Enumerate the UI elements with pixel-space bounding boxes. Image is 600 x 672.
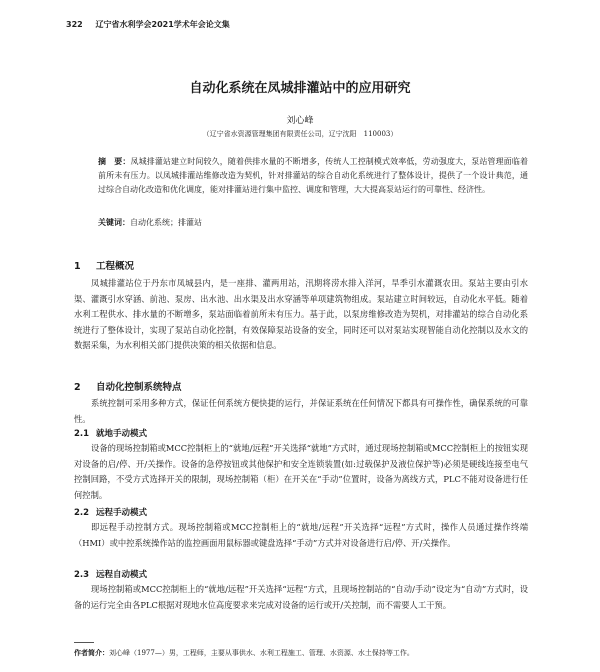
subsection-heading: [74, 506, 147, 518]
abstract: [98, 155, 528, 197]
section-title: 工程概况: [96, 261, 135, 272]
subsection-heading: [74, 568, 147, 580]
subsection-title: 远程自动模式: [96, 570, 148, 580]
paper-title: 自动化系统在凤城排灌站中的应用研究: [189, 81, 411, 96]
footnote-text: 刘心峰（1977—）男，工程师，主要从事供水、水利工程施工、管理、水资源、水土保持等工作。: [109, 649, 414, 657]
subsection-number: 2.1: [74, 429, 90, 439]
section-paragraph: 系统控制可采用多种方式，保证任何系统方便快捷的运行，并保证系统在任何情况下都具有可操作性，确保系统的可靠性。: [74, 398, 528, 424]
author-affiliation: （辽宁省水资源管理集团有限责任公司，辽宁沈阳 110003）: [202, 130, 398, 138]
subsection-title: 就地手动模式: [96, 429, 148, 439]
subsection-heading: [74, 427, 147, 439]
section-number: 1: [74, 261, 81, 272]
section-number: 2: [74, 382, 81, 393]
author-footnote: [74, 648, 414, 658]
subsection-number: 2.2: [74, 508, 90, 518]
section-heading: [74, 379, 182, 393]
subsection-number: 2.3: [74, 570, 90, 580]
author-name: 刘心峰: [286, 116, 314, 126]
keywords-label: 关键词：: [98, 218, 130, 227]
abstract-text: 凤城排灌站建立时间较久，随着供排水量的不断增多，传统人工控制模式效率低，劳动强度大，泵站管理面临着前所未有压力。以凤城排灌站维修改造为契机，针对排灌站的综合自动化系统进行了整体设计，提供了一个设计典范，通过综合自动化改造和优化调度，能对排灌站进行集中监控、调度和管理，大大提高泵站运行的可靠性、经济性。: [98, 157, 529, 194]
page-number: 322: [66, 20, 83, 29]
footnote-divider: [74, 642, 94, 643]
subsection-title: 远程手动模式: [96, 508, 148, 518]
subsection-paragraph: 设备的现场控制箱或MCC控制柜上的“就地/远程”开关选择“就地”方式时，通过现场控制箱或MCC控制柜上的按钮实现对设备的启/停、开/关操作。设备的急停按钮或其他保护和安全连锁装置(如:过载保护及液位保护等)必须是硬线连接至电气控制回路，不受方式选择开关的限制，现场控制箱（柜）在开关在“手动”位置时，设备为离线方式，PLC不能对设备进行任何控制。: [74, 443, 528, 500]
journal-name: 辽宁省水利学会2021学术年会论文集: [95, 20, 230, 29]
keywords-text: 自动化系统；排灌站: [130, 218, 202, 227]
section-heading: [74, 258, 134, 272]
footnote-label: 作者简介：: [74, 649, 109, 657]
subsection-paragraph: 即远程手动控制方式。现场控制箱或MCC控制柜上的“就地/远程”开关选择“远程”方式时，操作人员通过操作终端（HMI）或中控系统操作站的监控画面用鼠标器或键盘选择“手动”方式并对设备进行启/停、开/关操作。: [74, 522, 528, 548]
subsection-paragraph: 现场控制箱或MCC控制柜上的“就地/远程”开关选择“远程”方式，且现场控制站的“自动/手动”设定为“自动”方式时，设备的运行完全由各PLC根据对现地水位高度要求来完成对设备的运行或开/关控制，而不需要人工干预。: [74, 584, 528, 610]
section-title: 自动化控制系统特点: [96, 382, 182, 393]
keywords: [98, 217, 202, 228]
section-paragraph: 凤城排灌站位于丹东市凤城县内，是一座排、灌两用站，汛期将涝水排入洋河，旱季引水灌溉农田。泵站主要由引水渠、灌溉引水穿涵、前池、泵房、出水池、出水渠及出水穿涵等单项建筑物组成。泵站建立时间较远，自动化水平低。随着水利工程供水、排水量的不断增多，泵站面临着前所未有压力。基于此，以泵房维修改造为契机，对排灌站的综合自动化系统进行了整体设计，实现了泵站自动化控制，有效保障泵站设备的安全，同时还可以对泵站实现智能自动化控制以及水文的数据采集，为水利相关部门提供决策的相关依据和信息。: [74, 278, 528, 351]
running-header: [66, 19, 240, 30]
abstract-label: 摘 要：: [98, 157, 131, 166]
